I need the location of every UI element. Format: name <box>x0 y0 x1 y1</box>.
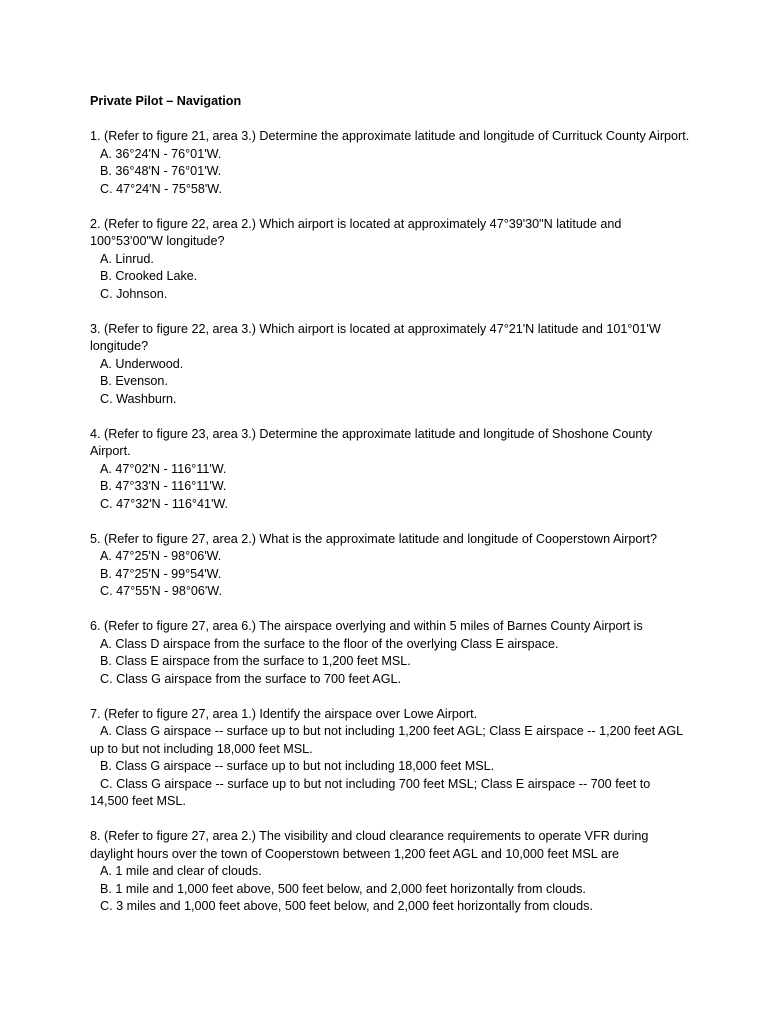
answer-option-a: A. 47°25'N - 98°06'W. <box>100 549 222 563</box>
document-title: Private Pilot – Navigation <box>90 94 242 108</box>
answer-option-c: C. 47°24'N - 75°58'W. <box>100 181 222 196</box>
question-stem: 3. (Refer to figure 22, area 3.) Which airport is located at approximately 47°21'N latitude and 101°01'W longitude? <box>90 321 661 353</box>
answer-option-b: B. 47°33'N - 116°11'W. <box>100 479 227 493</box>
answer-option-b: B. Class G airspace -- surface up to but not including 18,000 feet MSL. <box>100 759 495 773</box>
question-stem: 5. (Refer to figure 27, area 2.) What is the approximate latitude and longitude of Cooperstown Airport? <box>90 531 658 546</box>
answer-option-c: C. Washburn. <box>100 391 177 406</box>
question-3 <box>90 321 690 409</box>
answer-option-b: B. 36°48'N - 76°01'W. <box>100 164 222 178</box>
question-stem: 2. (Refer to figure 22, area 2.) Which airport is located at approximately 47°39'30"N latitude and 100°53'00"W longitude? <box>90 216 622 248</box>
question-2 <box>90 216 690 304</box>
answer-option-b: B. Crooked Lake. <box>100 269 198 283</box>
answer-option-c: C. 47°55'N - 98°06'W. <box>100 584 222 598</box>
answer-option-b: B. 47°25'N - 99°54'W. <box>100 566 222 581</box>
answer-option-a: A. Underwood. <box>100 356 184 371</box>
question-5 <box>90 531 690 601</box>
question-stem: 7. (Refer to figure 27, area 1.) Identify the airspace over Lowe Airport. <box>90 706 478 721</box>
answer-option-b: B. Class E airspace from the surface to 1,200 feet MSL. <box>100 654 411 668</box>
question-6 <box>90 618 690 688</box>
answer-option-a: A. Linrud. <box>100 251 154 266</box>
question-stem: 1. (Refer to figure 21, area 3.) Determine the approximate latitude and longitude of Currituck County Airport. <box>90 129 690 143</box>
answer-option-c: C. Johnson. <box>100 286 168 301</box>
answer-option-c: C. Class G airspace -- surface up to but not including 700 feet MSL; Class E airspace -- 700 feet to 14,500 feet MSL. <box>90 776 651 808</box>
question-stem: 6. (Refer to figure 27, area 6.) The airspace overlying and within 5 miles of Barnes County Airport is <box>90 619 643 633</box>
answer-option-a: A. 47°02'N - 116°11'W. <box>100 461 227 476</box>
question-stem: 4. (Refer to figure 23, area 3.) Determine the approximate latitude and longitude of Shoshone County Airport. <box>90 426 653 458</box>
question-8 <box>90 828 690 916</box>
answer-option-c: C. Class G airspace from the surface to 700 feet AGL. <box>100 671 401 686</box>
answer-option-c: C. 3 miles and 1,000 feet above, 500 feet below, and 2,000 feet horizontally from clouds. <box>100 899 593 913</box>
question-7 <box>90 706 690 811</box>
answer-option-b: B. Evenson. <box>100 374 168 388</box>
answer-option-a: A. 36°24'N - 76°01'W. <box>100 146 222 161</box>
answer-option-a: A. 1 mile and clear of clouds. <box>100 864 262 878</box>
answer-option-b: B. 1 mile and 1,000 feet above, 500 feet below, and 2,000 feet horizontally from clouds. <box>100 881 586 896</box>
question-stem: 8. (Refer to figure 27, area 2.) The visibility and cloud clearance requirements to operate VFR during daylight hours over the town of Cooperstown between 1,200 feet AGL and 10,000 feet MSL are <box>90 829 649 861</box>
answer-option-a: A. Class G airspace -- surface up to but not including 1,200 feet AGL; Class E airspace -- 1,200 feet AGL up to but not including 18,000 feet MSL. <box>90 724 683 756</box>
document-page <box>90 93 690 933</box>
question-4 <box>90 426 690 514</box>
answer-option-a: A. Class D airspace from the surface to the floor of the overlying Class E airspace. <box>100 636 559 651</box>
question-1 <box>90 128 690 198</box>
answer-option-c: C. 47°32'N - 116°41'W. <box>100 496 229 511</box>
